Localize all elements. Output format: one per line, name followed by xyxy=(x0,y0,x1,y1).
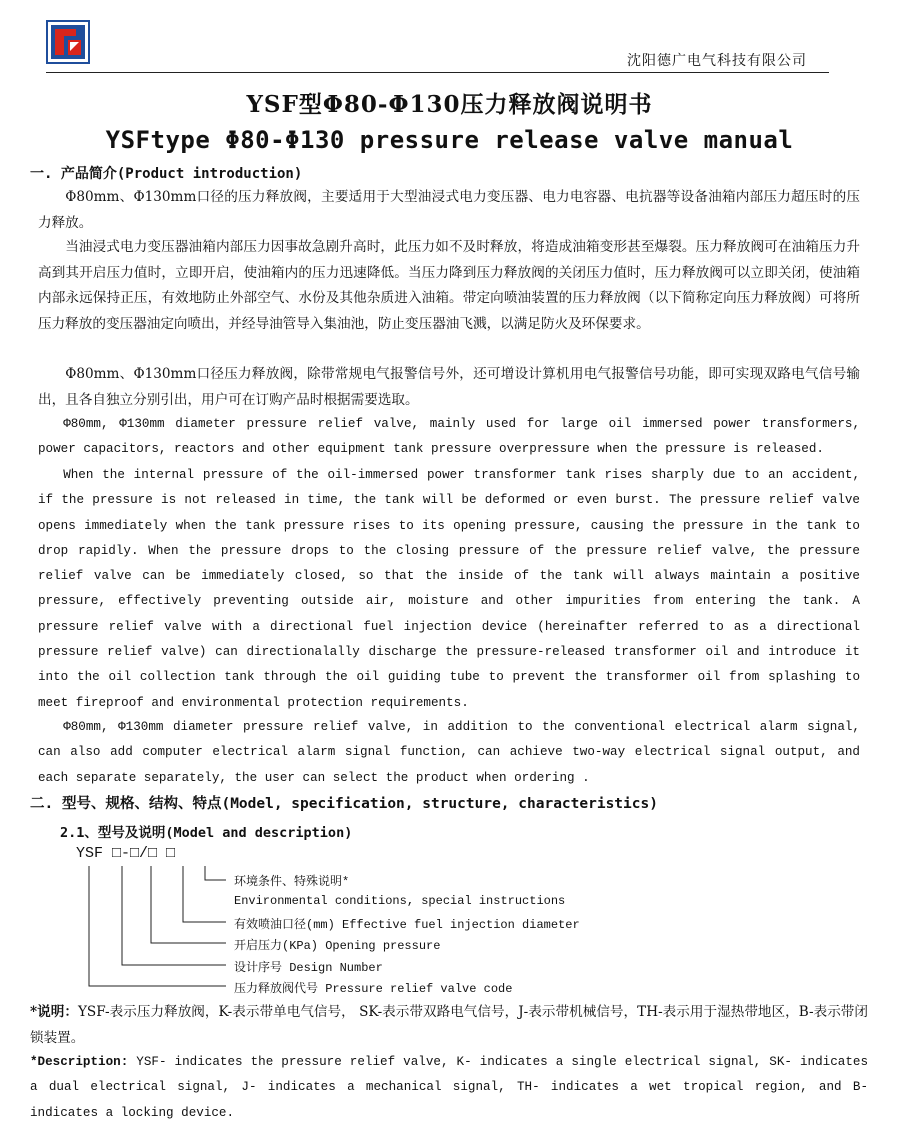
label-valve-code: 压力释放阀代号 Pressure relief valve code xyxy=(234,982,513,996)
company-name: 沈阳德广电气科技有限公司 xyxy=(627,53,807,69)
note-cn-text: YSF-表示压力释放阀，K-表示带单电气信号， SK-表示带双路电气信号，J-表示带机械信号，TH-表示用于湿热带地区，B-表示带闭锁装置。 xyxy=(30,1004,869,1046)
intro-en-paragraph-1: Φ80mm, Φ130mm diameter pressure relief valve, mainly used for large oil immersed power transformers, power capacitors, reactors and other equipment tank pressure overpressure when the pressure is released. xyxy=(38,417,860,457)
label-injection-diameter: 有效喷油口径(mm) Effective fuel injection diameter xyxy=(234,918,580,932)
label-design-number: 设计序号 Design Number xyxy=(234,961,383,975)
intro-cn-paragraph-2: 当油浸式电力变压器油箱内部压力因事故急剧升高时，此压力如不及时释放，将造成油箱变形甚至爆裂。压力释放阀可在油箱压力升高到其开启压力值时，立即开启，使油箱内的压力迅速降低。当压力降到压力释放阀的关闭压力值时，压力释放阀可以立即关闭，使油箱内部永远保持正压，有效地防止外部空气、水份及其他杂质进入油箱。带定向喷油装置的压力释放阀（以下简称定向压力释放阀）可将所压力释放的变压器油定向喷出，并经导油管导入集油池，防止变压器油飞溅，以满足防火及环保要求。 xyxy=(38,239,860,332)
section1-heading: 一. 产品简介(Product introduction) xyxy=(30,166,303,182)
title-english: YSFtype Φ80-Φ130 pressure release valve manual xyxy=(105,126,794,154)
intro-en-paragraph-2: When the internal pressure of the oil-immersed power transformer tank rises sharply due to an accident, if the pressure is not released in time, the tank will be deformed or even burst. The pressure relief valve opens immediately when the tank pressure rises to its opening pressure, causing the pressure in the tank to drop rapidly. When the pressure drops to the closing pressure of the pressure relief valve, the pressure relief valve can be immediately closed, so that the inside of the tank will always maintain a positive pressure, effectively preventing outside air, moisture and other impurities from entering the tank. A pressure relief valve with a directional fuel injection device (hereinafter referred to as a directional pressure relief valve) can directionalally discharge the pressure-released transformer oil and introduce it into the oil collection tank through the oil guiding tube to prevent the transformer oil from splashing to meet fireproof and environmental protection requirements. xyxy=(38,468,860,710)
note-en-text: YSF- indicates the pressure relief valve, K- indicates a single electrical signal, SK- indicates a dual electrical signal, J- indicates a mechanical signal, TH- indicates a wet tropical region, and B- indicates a locking device. xyxy=(30,1055,868,1120)
note-en-label: *Description: xyxy=(30,1055,129,1069)
intro-cn-paragraph-1: Φ80mm、Φ130mm口径的压力释放阀，主要适用于大型油浸式电力变压器、电力电容器、电抗器等设备油箱内部压力超压时的压力释放。 xyxy=(38,189,860,231)
title-chinese: YSF型Φ80-Φ130压力释放阀说明书 xyxy=(246,91,653,118)
label-opening-pressure: 开启压力(KPa) Opening pressure xyxy=(234,939,441,953)
note-chinese xyxy=(30,1000,868,1051)
intro-cn-paragraph-3: Φ80mm、Φ130mm口径压力释放阀，除带常规电气报警信号外，还可增设计算机用电气报警信号功能，即可实现双路电气信号输出，且各自独立分别引出，用户可在订购产品时根据需要选取。 xyxy=(38,366,860,408)
section2-heading: 二. 型号、规格、结构、特点(Model, specification, structure, characteristics) xyxy=(30,796,658,812)
note-english xyxy=(30,1050,868,1126)
model-code: YSF □-□/□ □ xyxy=(76,845,176,862)
subsection-2-1-heading: 2.1、型号及说明(Model and description) xyxy=(60,825,353,841)
intro-en-paragraph-3: Φ80mm, Φ130mm diameter pressure relief valve, in addition to the conventional electrical alarm signal, can also add computer electrical alarm signal function, can achieve two-way electrical signal output, and each separate separately, the user can select the product when ordering . xyxy=(38,720,860,785)
note-cn-label: *说明： xyxy=(30,1004,78,1020)
label-environment-cn: 环境条件、特殊说明* xyxy=(234,875,350,889)
label-environment-en: Environmental conditions, special instructions xyxy=(234,894,566,908)
